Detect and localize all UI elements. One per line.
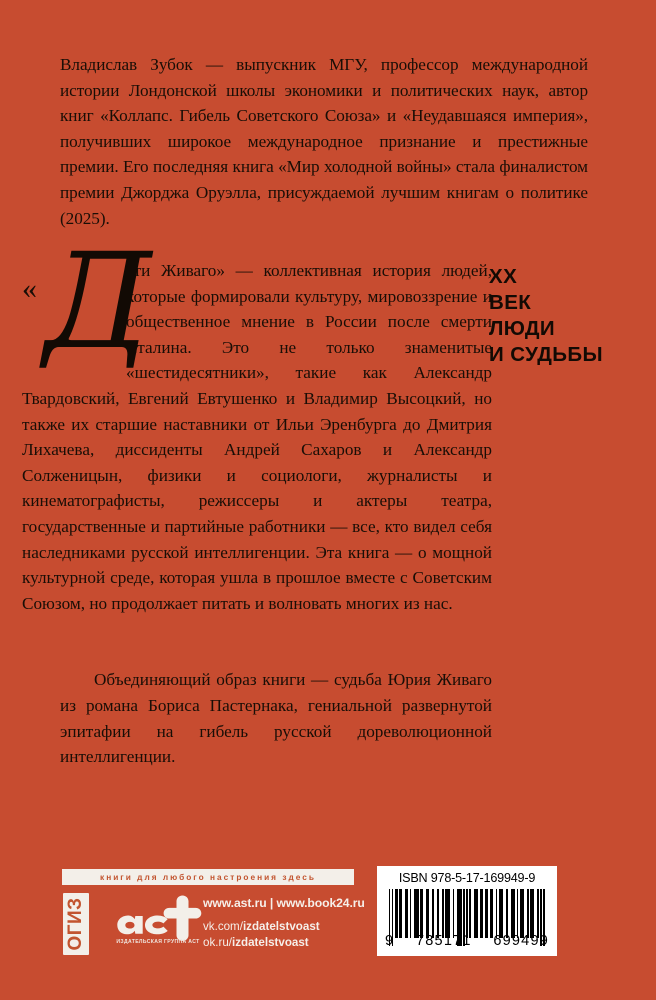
annotation-block <box>22 225 492 770</box>
drop-cap-letter: Д <box>44 225 152 379</box>
ast-logo <box>112 894 208 956</box>
ast-figure-icon <box>164 896 202 941</box>
annotation-lead-text: ети Живаго» — коллективная история людей, которые формировали культуру, мировоззрение и общественное мнение в России после смерти Сталина. Это не только знаменитые «шестидесятники», такие как Александр Твардовский, Евгений Евтушенко и Владимир Высоцкий, но также их старшие наставники от Ильи Эренбурга до Дмитрия Лихачева, диссиденты Андрей Сахаров и Александр Солженицын, физики и социологи, журналисты и кинематографисты, режиссеры и актеры театра, государственные и партийные работники — все, кто видел себя наследниками русской интеллигенции. Эта книга — о мощной культурной среде, которая ушла в прошлое вместе с Советским Союзом, но продолжает питать и волновать многих из нас. <box>22 261 492 613</box>
vk-prefix: vk.com/ <box>203 920 243 933</box>
annotation-closing-paragraph: Объединяющий образ книги — судьба Юрия Живаго из романа Бориса Пастернака, гениальной развернутой эпитафии на гибель русской дореволюционной интеллигенции. <box>60 670 492 767</box>
annotation-lead-paragraph <box>22 225 492 616</box>
ok-prefix: ok.ru/ <box>203 936 232 949</box>
ean-digits <box>377 933 557 949</box>
publisher-tagline-bar <box>62 869 354 885</box>
series-line-2: ВЕК <box>489 291 532 314</box>
ogiz-logo-text: ОГИЗ <box>65 897 86 951</box>
vk-link[interactable] <box>203 919 365 935</box>
ean-digits-right: 699499 <box>493 933 549 949</box>
website-links[interactable]: www.ast.ru | www.book24.ru <box>203 896 365 910</box>
series-line-1: XX <box>489 265 518 288</box>
author-bio-paragraph: Владислав Зубок — выпускник МГУ, профессор международной истории Лондонской школы экономики и политических наук, автор книг «Коллапс. Гибель Советского Союза» и «Неудавшаяся империя», получивших широкое международное признание и престижные премии. Его последняя книга «Мир холодной войны» стала финалистом премии Джорджа Оруэлла, присуждаемой лучшим книгам о политике (2025). <box>60 55 588 228</box>
ok-link[interactable] <box>203 935 365 951</box>
publisher-links <box>203 896 365 951</box>
barcode-bars <box>389 889 545 938</box>
ogiz-logo <box>63 893 89 955</box>
drop-cap <box>22 225 152 379</box>
ean-digit-first: 9 <box>385 933 395 949</box>
vk-handle: izdatelstvoast <box>242 920 320 933</box>
ean-digits-left: 785171 <box>416 933 472 949</box>
ast-logo-mark <box>112 894 208 944</box>
series-line-4: И СУДЬБЫ <box>489 343 604 366</box>
isbn-number: ISBN 978-5-17-169949-9 <box>398 871 536 885</box>
publisher-tagline-text: книги для любого настроения здесь <box>100 872 316 882</box>
series-line-3: ЛЮДИ <box>489 317 555 340</box>
ok-handle: izdatelstvoast <box>232 936 309 949</box>
series-label <box>489 264 639 368</box>
ast-logo-subtitle: ИЗДАТЕЛЬСКАЯ ГРУППА АСТ <box>116 939 200 945</box>
isbn-barcode <box>377 866 557 956</box>
opening-quote-glyph: « <box>22 272 37 305</box>
